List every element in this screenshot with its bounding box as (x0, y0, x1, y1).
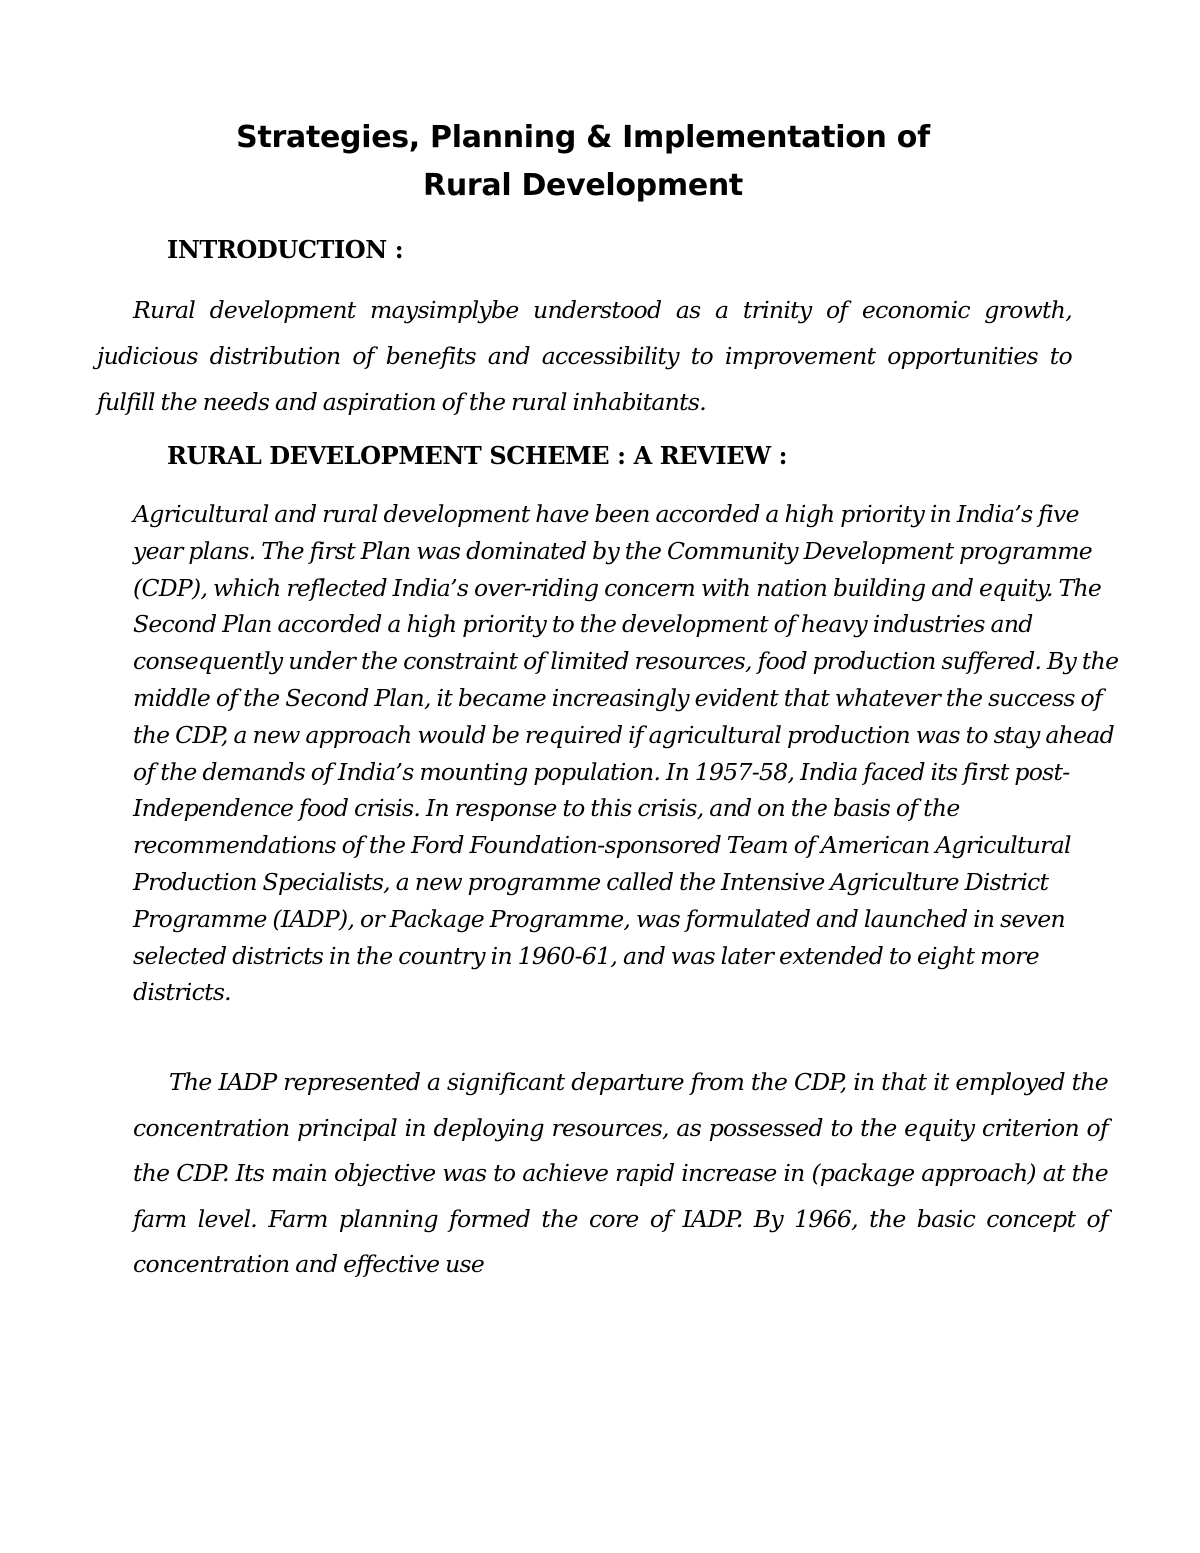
document-title-line-2: Rural Development (423, 168, 743, 203)
introduction-heading: INTRODUCTION : (167, 235, 404, 264)
introduction-paragraph: Rural development maysimplybe understood as a trinity of economic growth, judicious distribution of benefits and accessibility to improvement opportunities to fulfill the needs and aspiration of the rural inhabitants. (97, 296, 1072, 416)
review-paragraph: Agricultural and rural development have been accorded a high priority in India’s five year plans. The first Plan was dominated by the Community Development programme (CDP), which reflected India’s over-riding concern with nation building and equity. The Second Plan accorded a high priority to the development of heavy industries and consequently under the constraint of limited resources, food production suffered. By the middle of the Second Plan, it became increasingly evident that whatever the success of the CDP, a new approach would be required if agricultural production was to stay ahead of the demands of India’s mounting population. In 1957-58, India faced its first post-Independence food crisis. In response to this crisis, and on the basis of the recommendations of the Ford Foundation-sponsored Team of American Agricultural Production Specialists, a new programme called the Intensive Agriculture District Programme (IADP), or Package Programme, was formulated and launched in seven selected districts in the country in 1960-61, and was later extended to eight more districts. (133, 500, 1119, 1007)
iadp-paragraph: The IADP represented a significant departure from the CDP, in that it employed the concentration principal in deploying resources, as possessed to the equity criterion of the CDP. Its main objective was to achieve rapid increase in (package approach) at the farm level. Farm planning formed the core of IADP. By 1966, the basic concept of concentration and effective use (133, 1068, 1108, 1278)
review-heading: RURAL DEVELOPMENT SCHEME : A REVIEW : (167, 441, 788, 470)
document-title-line-1: Strategies, Planning & Implementation of (236, 120, 930, 155)
